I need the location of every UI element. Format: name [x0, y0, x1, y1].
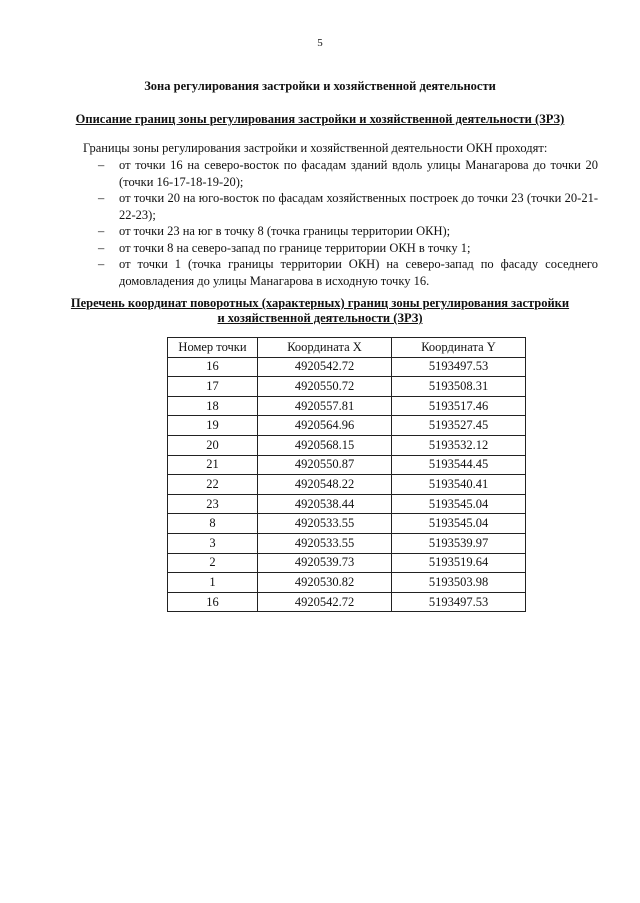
cell-point-number: 17: [168, 377, 258, 397]
column-header-coordinate-y: Координата Y: [392, 338, 526, 358]
cell-point-number: 2: [168, 553, 258, 573]
cell-coordinate-x: 4920538.44: [258, 494, 392, 514]
table-row: [168, 435, 526, 455]
cell-coordinate-y: 5193508.31: [392, 377, 526, 397]
cell-coordinate-y: 5193497.53: [392, 357, 526, 377]
bullet-dash: –: [98, 158, 105, 172]
column-header-coordinate-x: Координата X: [258, 338, 392, 358]
cell-coordinate-y: 5193540.41: [392, 475, 526, 495]
table-row: [168, 494, 526, 514]
cell-point-number: 21: [168, 455, 258, 475]
cell-point-number: 18: [168, 396, 258, 416]
bullet-dash: –: [98, 240, 105, 255]
cell-coordinate-x: 4920568.15: [258, 435, 392, 455]
table-header-row: [168, 338, 526, 358]
cell-coordinate-y: 5193527.45: [392, 416, 526, 436]
coordinates-heading-line-1: Перечень координат поворотных (характерных) границ зоны регулирования застройки: [70, 296, 570, 310]
list-item-text: от точки 20 на юго-восток по фасадам хозяйственных построек до точки 23 (точки 20-21-22-23);: [119, 191, 598, 222]
table-row: [168, 396, 526, 416]
list-item-text: от точки 1 (точка границы территории ОКН) на северо-запад по фасаду соседнего домовладения до улицы Манагарова в исходную точку 16.: [119, 257, 598, 288]
cell-coordinate-x: 4920533.55: [258, 514, 392, 534]
cell-coordinate-y: 5193517.46: [392, 396, 526, 416]
bullet-dash: –: [98, 257, 105, 271]
cell-coordinate-y: 5193519.64: [392, 553, 526, 573]
page-number: 5: [317, 37, 323, 49]
list-item: [98, 240, 598, 257]
cell-coordinate-y: 5193544.45: [392, 455, 526, 475]
table-row: [168, 377, 526, 397]
list-item: [98, 223, 598, 240]
table-row: [168, 514, 526, 534]
cell-coordinate-y: 5193539.97: [392, 533, 526, 553]
table-row: [168, 573, 526, 593]
cell-coordinate-x: 4920542.72: [258, 357, 392, 377]
cell-coordinate-y: 5193497.53: [392, 592, 526, 612]
cell-point-number: 3: [168, 533, 258, 553]
cell-point-number: 16: [168, 357, 258, 377]
cell-coordinate-x: 4920564.96: [258, 416, 392, 436]
page-title: Зона регулирования застройки и хозяйственной деятельности: [144, 79, 496, 93]
cell-coordinate-y: 5193545.04: [392, 514, 526, 534]
table-row: [168, 533, 526, 553]
cell-point-number: 19: [168, 416, 258, 436]
table-row: [168, 475, 526, 495]
table-row: [168, 416, 526, 436]
cell-point-number: 1: [168, 573, 258, 593]
cell-point-number: 20: [168, 435, 258, 455]
cell-coordinate-x: 4920539.73: [258, 553, 392, 573]
coordinates-heading-line-2: и хозяйственной деятельности (ЗРЗ): [217, 311, 423, 325]
coordinates-heading: [0, 296, 640, 326]
column-header-point-number: Номер точки: [168, 338, 258, 358]
cell-point-number: 22: [168, 475, 258, 495]
list-item: [98, 190, 598, 223]
cell-coordinate-x: 4920550.87: [258, 455, 392, 475]
table-row: [168, 553, 526, 573]
list-item-text: от точки 23 на юг в точку 8 (точка границы территории ОКН);: [119, 224, 451, 238]
table-row: [168, 455, 526, 475]
cell-coordinate-x: 4920533.55: [258, 533, 392, 553]
cell-point-number: 8: [168, 514, 258, 534]
bullet-dash: –: [98, 191, 105, 205]
cell-point-number: 16: [168, 592, 258, 612]
list-item: [98, 256, 598, 289]
table-row: [168, 592, 526, 612]
cell-coordinate-x: 4920550.72: [258, 377, 392, 397]
cell-coordinate-y: 5193545.04: [392, 494, 526, 514]
list-item-text: от точки 16 на северо-восток по фасадам зданий вдоль улицы Манагарова до точки 20 (точки 16-17-18-19-20);: [119, 158, 598, 189]
cell-coordinate-x: 4920548.22: [258, 475, 392, 495]
description-heading: Описание границ зоны регулирования застройки и хозяйственной деятельности (ЗРЗ): [75, 112, 565, 126]
coordinates-table: [167, 337, 526, 612]
list-item: [98, 157, 598, 190]
cell-coordinate-y: 5193532.12: [392, 435, 526, 455]
cell-coordinate-x: 4920557.81: [258, 396, 392, 416]
cell-coordinate-y: 5193503.98: [392, 573, 526, 593]
cell-point-number: 23: [168, 494, 258, 514]
table-row: [168, 357, 526, 377]
boundary-description-list: [98, 157, 598, 289]
intro-paragraph: Границы зоны регулирования застройки и хозяйственной деятельности ОКН проходят:: [83, 141, 548, 155]
list-item-text: от точки 8 на северо-запад по границе территории ОКН в точку 1;: [119, 240, 471, 255]
cell-coordinate-x: 4920530.82: [258, 573, 392, 593]
cell-coordinate-x: 4920542.72: [258, 592, 392, 612]
bullet-dash: –: [98, 224, 105, 238]
